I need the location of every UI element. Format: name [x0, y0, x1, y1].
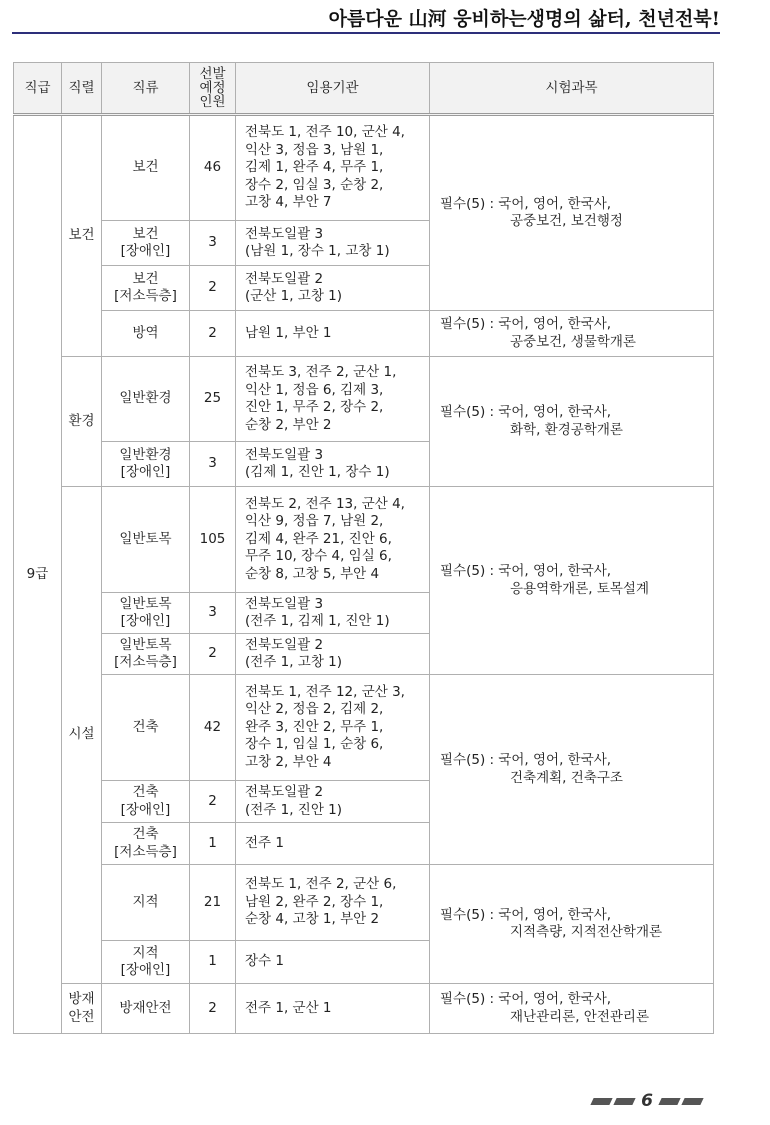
series-cell: 환경: [62, 357, 102, 487]
header-title: 아름다운 山河 웅비하는생명의 삶터, 천년전북!: [328, 8, 720, 30]
agency-cell: 전북도일괄 2 (전주 1, 고창 1): [236, 634, 430, 675]
class-cell: 일반토목 [장애인]: [102, 593, 190, 634]
table-row: [14, 311, 714, 357]
table-row: [14, 357, 714, 442]
series-cell: 보건: [62, 115, 102, 357]
subjects-cell: 필수(5) : 국어, 영어, 한국사, 재난관리론, 안전관리론: [430, 984, 714, 1034]
quota-cell: 42: [190, 675, 236, 781]
table-row: [14, 115, 714, 221]
class-cell: 건축 [저소득층]: [102, 823, 190, 865]
subjects-cell: 필수(5) : 국어, 영어, 한국사, 공중보건, 보건행정: [430, 115, 714, 311]
quota-cell: 105: [190, 487, 236, 593]
subjects-cell: 필수(5) : 국어, 영어, 한국사, 응용역학개론, 토목설계: [430, 487, 714, 675]
class-cell: 일반토목: [102, 487, 190, 593]
class-cell: 건축: [102, 675, 190, 781]
table-row: [14, 675, 714, 781]
quota-cell: 46: [190, 115, 236, 221]
footer-bar-decoration: [614, 1098, 636, 1105]
class-cell: 보건: [102, 115, 190, 221]
quota-cell: 2: [190, 311, 236, 357]
subjects-cell: 필수(5) : 국어, 영어, 한국사, 공중보건, 생물학개론: [430, 311, 714, 357]
agency-cell: 전북도일괄 3 (김제 1, 진안 1, 장수 1): [236, 442, 430, 487]
page-footer: [590, 1092, 704, 1110]
header-grade: 직급: [14, 63, 62, 115]
quota-cell: 2: [190, 781, 236, 823]
agency-cell: 남원 1, 부안 1: [236, 311, 430, 357]
agency-cell: 전북도일괄 3 (남원 1, 장수 1, 고창 1): [236, 221, 430, 266]
agency-cell: 전북도 1, 전주 12, 군산 3, 익산 2, 정읍 2, 김제 2, 완주 3, 진안 2, 무주 1, 장수 1, 임실 1, 순창 6, 고창 2, 부안 4: [236, 675, 430, 781]
quota-cell: 3: [190, 442, 236, 487]
footer-bar-decoration: [681, 1098, 703, 1105]
class-cell: 방역: [102, 311, 190, 357]
agency-cell: 전북도일괄 3 (전주 1, 김제 1, 진안 1): [236, 593, 430, 634]
recruitment-table: [13, 62, 714, 1034]
agency-cell: 전북도 1, 전주 2, 군산 6, 남원 2, 완주 2, 장수 1, 순창 4, 고창 1, 부안 2: [236, 865, 430, 941]
class-cell: 일반환경: [102, 357, 190, 442]
quota-cell: 2: [190, 634, 236, 675]
table-header-row: [14, 63, 714, 115]
agency-cell: 전북도일괄 2 (군산 1, 고창 1): [236, 266, 430, 311]
footer-bar-decoration: [591, 1098, 613, 1105]
agency-cell: 전북도일괄 2 (전주 1, 진안 1): [236, 781, 430, 823]
quota-cell: 2: [190, 984, 236, 1034]
class-cell: 일반환경 [장애인]: [102, 442, 190, 487]
class-cell: 건축 [장애인]: [102, 781, 190, 823]
agency-cell: 장수 1: [236, 941, 430, 984]
grade-cell: 9급: [14, 115, 62, 1034]
header-class: 직류: [102, 63, 190, 115]
header-series: 직렬: [62, 63, 102, 115]
header-rule: [12, 32, 720, 34]
subjects-cell: 필수(5) : 국어, 영어, 한국사, 건축계획, 건축구조: [430, 675, 714, 865]
header-subjects: 시험과목: [430, 63, 714, 115]
class-cell: 보건 [저소득층]: [102, 266, 190, 311]
header-agency: 임용기관: [236, 63, 430, 115]
agency-cell: 전주 1, 군산 1: [236, 984, 430, 1034]
quota-cell: 21: [190, 865, 236, 941]
header-quota: 선발 예정 인원: [190, 63, 236, 115]
quota-cell: 1: [190, 941, 236, 984]
class-cell: 일반토목 [저소득층]: [102, 634, 190, 675]
quota-cell: 3: [190, 593, 236, 634]
subjects-cell: 필수(5) : 국어, 영어, 한국사, 지적측량, 지적전산학개론: [430, 865, 714, 984]
agency-cell: 전북도 2, 전주 13, 군산 4, 익산 9, 정읍 7, 남원 2, 김제 4, 완주 21, 진안 6, 무주 10, 장수 4, 임실 6, 순창 8, 고창 5, 부안 4: [236, 487, 430, 593]
class-cell: 보건 [장애인]: [102, 221, 190, 266]
page-number: 6: [641, 1091, 653, 1111]
class-cell: 지적 [장애인]: [102, 941, 190, 984]
footer-bar-decoration: [658, 1098, 680, 1105]
series-cell: 시설: [62, 487, 102, 984]
table-row: [14, 984, 714, 1034]
agency-cell: 전주 1: [236, 823, 430, 865]
series-cell: 방재 안전: [62, 984, 102, 1034]
quota-cell: 1: [190, 823, 236, 865]
agency-cell: 전북도 1, 전주 10, 군산 4, 익산 3, 정읍 3, 남원 1, 김제 1, 완주 4, 무주 1, 장수 2, 임실 3, 순창 2, 고창 4, 부안 7: [236, 115, 430, 221]
quota-cell: 2: [190, 266, 236, 311]
table-row: [14, 865, 714, 941]
table-row: [14, 487, 714, 593]
class-cell: 지적: [102, 865, 190, 941]
agency-cell: 전북도 3, 전주 2, 군산 1, 익산 1, 정읍 6, 김제 3, 진안 1, 무주 2, 장수 2, 순창 2, 부안 2: [236, 357, 430, 442]
quota-cell: 3: [190, 221, 236, 266]
class-cell: 방재안전: [102, 984, 190, 1034]
subjects-cell: 필수(5) : 국어, 영어, 한국사, 화학, 환경공학개론: [430, 357, 714, 487]
quota-cell: 25: [190, 357, 236, 442]
